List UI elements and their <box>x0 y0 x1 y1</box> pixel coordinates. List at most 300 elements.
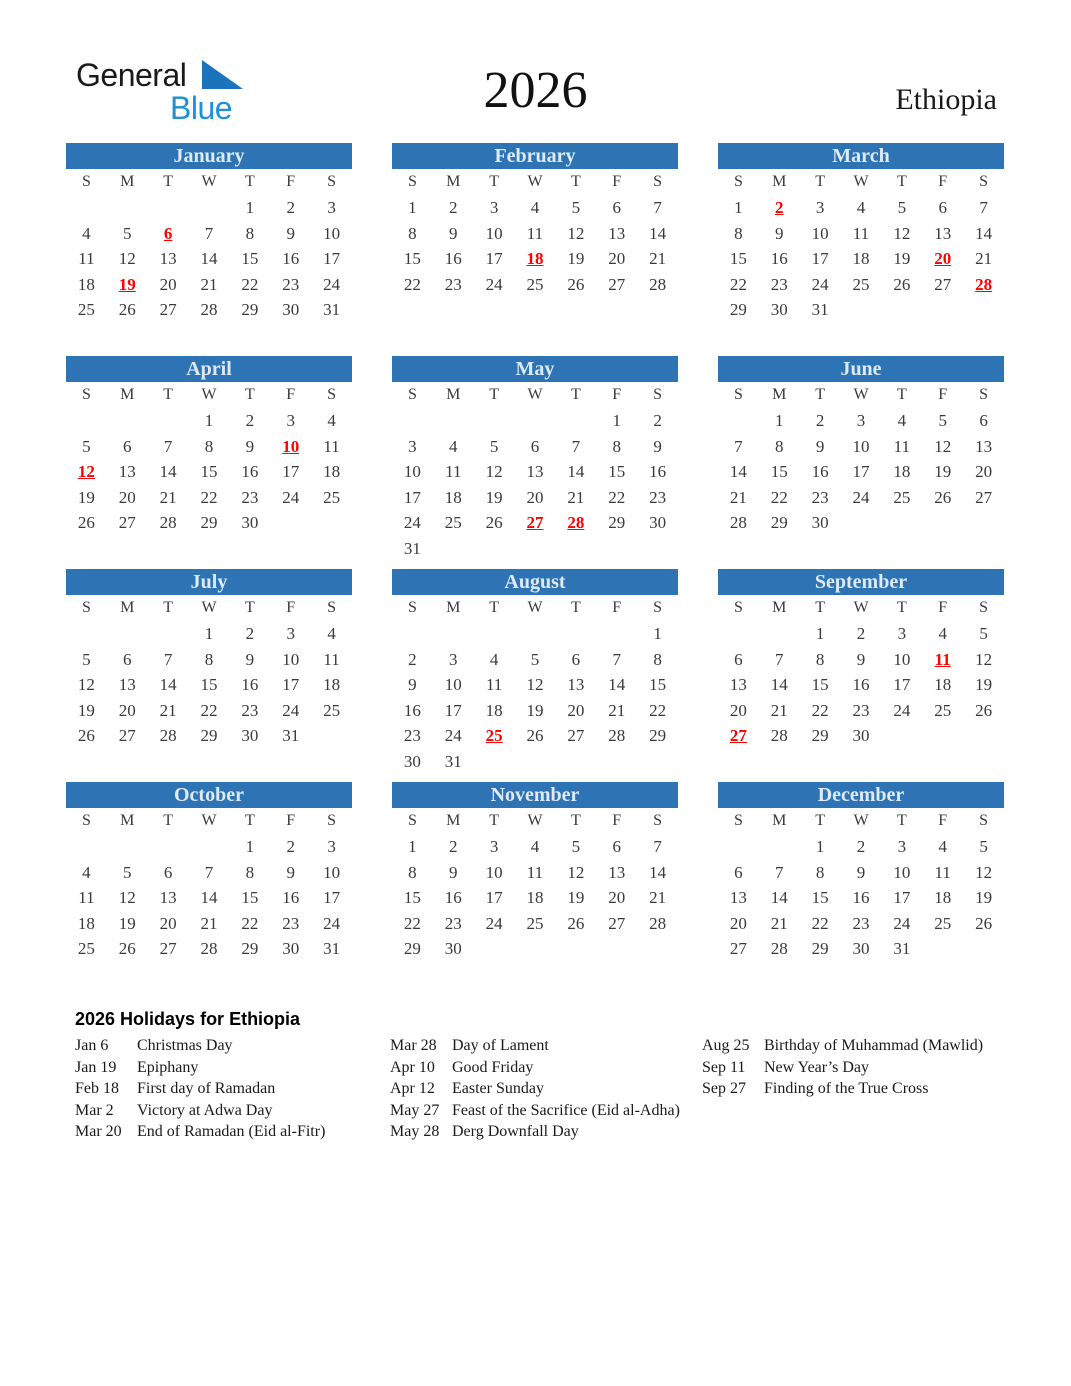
empty-date-cell <box>148 962 189 988</box>
date-cell: 17 <box>323 249 341 268</box>
date-cell: 26 <box>485 513 503 532</box>
date-cell: 2 <box>245 624 255 643</box>
week-row <box>66 749 352 775</box>
date-cell: 8 <box>815 649 825 669</box>
date-cell: 16 <box>282 249 300 268</box>
empty-date-cell <box>841 297 882 323</box>
holiday-column-2 <box>390 1035 702 1143</box>
empty-date-cell <box>718 536 759 562</box>
empty-date-cell <box>800 962 841 988</box>
empty-date-cell <box>759 834 800 860</box>
holiday-entry <box>390 1121 702 1143</box>
date-cell: 5 <box>571 198 581 217</box>
date-cell: 19 <box>975 675 993 694</box>
week-row <box>66 621 352 647</box>
holiday-date-cell: 2 <box>775 198 784 217</box>
date-cell: 18 <box>934 675 952 694</box>
holiday-date-cell: 18 <box>526 249 544 268</box>
date-cell: 21 <box>159 700 177 720</box>
weekday-label: W <box>201 173 217 190</box>
date-cell: 24 <box>444 726 462 745</box>
date-cell: 29 <box>608 513 626 532</box>
date-cell: 3 <box>449 649 458 669</box>
empty-date-cell <box>229 536 270 562</box>
week-row <box>66 536 352 562</box>
date-cell: 6 <box>530 436 540 456</box>
empty-date-cell <box>433 536 474 562</box>
holiday-column-3 <box>702 1035 1005 1100</box>
date-cell: 30 <box>444 939 462 958</box>
date-cell: 10 <box>403 462 421 481</box>
empty-date-cell <box>515 936 556 962</box>
date-cell: 3 <box>286 411 295 430</box>
week-row <box>66 246 352 272</box>
date-cell: 25 <box>77 300 95 319</box>
date-cell: 26 <box>567 913 585 933</box>
date-cell: 2 <box>449 837 458 856</box>
holiday-name-label: Victory at Adwa Day <box>137 1101 273 1119</box>
date-cell: 26 <box>526 726 544 745</box>
weekday-label: S <box>81 812 91 829</box>
date-cell: 22 <box>200 487 218 507</box>
empty-date-cell <box>474 536 515 562</box>
date-cell: 1 <box>734 198 743 217</box>
date-cell: 18 <box>526 888 544 907</box>
date-cell: 1 <box>408 837 417 856</box>
weekday-label: F <box>938 386 948 403</box>
date-cell: 15 <box>200 462 218 481</box>
holiday-date-label: Feb 18 <box>75 1080 119 1097</box>
holiday-date-cell: 20 <box>934 249 952 268</box>
weekday-label: T <box>244 386 255 403</box>
empty-date-cell <box>474 297 515 323</box>
date-cell: 9 <box>245 436 255 456</box>
date-cell: 20 <box>526 487 544 507</box>
empty-date-cell <box>148 323 189 349</box>
empty-date-cell <box>311 536 352 562</box>
date-cell: 25 <box>526 913 544 933</box>
empty-date-cell <box>637 297 678 323</box>
week-row <box>718 510 1004 536</box>
empty-date-cell <box>922 510 963 536</box>
weekday-header-row <box>392 595 678 621</box>
date-cell: 26 <box>567 274 585 294</box>
date-cell: 17 <box>485 249 503 268</box>
date-cell: 13 <box>118 462 136 481</box>
date-cell: 10 <box>852 436 870 456</box>
date-cell: 31 <box>323 300 341 319</box>
date-cell: 4 <box>856 198 866 217</box>
empty-date-cell <box>596 936 637 962</box>
date-cell: 22 <box>811 700 829 720</box>
week-row <box>718 834 1004 860</box>
empty-date-cell <box>189 962 230 988</box>
date-cell: 27 <box>934 274 952 294</box>
weekday-label: M <box>120 173 135 190</box>
holiday-name-label: Epiphany <box>137 1058 199 1076</box>
date-cell: 15 <box>811 675 829 694</box>
week-row <box>392 647 678 673</box>
month-august <box>392 569 678 774</box>
date-cell: 8 <box>245 223 255 243</box>
date-cell: 13 <box>729 675 747 694</box>
date-cell: 2 <box>408 649 417 669</box>
empty-date-cell <box>433 323 474 349</box>
empty-date-cell <box>229 962 270 988</box>
empty-date-cell <box>107 834 148 860</box>
week-row <box>66 885 352 911</box>
empty-date-cell <box>596 749 637 775</box>
date-cell: 10 <box>323 223 341 243</box>
empty-date-cell <box>596 297 637 323</box>
week-row <box>718 962 1004 988</box>
empty-date-cell <box>311 723 352 749</box>
date-cell: 22 <box>200 700 218 720</box>
date-cell: 30 <box>770 300 788 319</box>
week-row <box>718 672 1004 698</box>
weekday-label: W <box>853 599 869 616</box>
date-cell: 21 <box>200 274 218 294</box>
week-row <box>392 485 678 511</box>
week-row <box>718 408 1004 434</box>
empty-date-cell <box>555 536 596 562</box>
date-cell: 6 <box>123 649 132 669</box>
date-cell: 14 <box>159 675 177 694</box>
week-row <box>718 246 1004 272</box>
week-row <box>392 672 678 698</box>
date-cell: 14 <box>975 223 993 243</box>
date-cell: 23 <box>282 274 300 294</box>
date-cell: 9 <box>408 675 417 694</box>
weekday-label: S <box>653 386 663 403</box>
empty-date-cell <box>922 749 963 775</box>
empty-date-cell <box>392 962 433 988</box>
weekday-label: M <box>120 812 135 829</box>
date-cell: 28 <box>649 913 667 933</box>
date-cell: 3 <box>897 624 907 643</box>
holiday-date-label: Apr 10 <box>390 1058 435 1076</box>
date-cell: 13 <box>934 223 952 243</box>
date-cell: 18 <box>77 274 95 294</box>
weekday-label: S <box>979 599 989 616</box>
month-february <box>392 143 678 348</box>
date-cell: 13 <box>159 249 177 268</box>
date-cell: 9 <box>449 223 458 243</box>
date-cell: 6 <box>612 198 621 217</box>
date-cell: 4 <box>938 837 947 856</box>
date-cell: 23 <box>444 274 462 294</box>
date-cell: 8 <box>775 436 784 456</box>
date-cell: 7 <box>204 862 214 882</box>
weekday-label: M <box>772 173 787 190</box>
date-cell: 15 <box>241 249 259 268</box>
empty-date-cell <box>881 510 922 536</box>
week-row <box>718 323 1004 349</box>
date-cell: 11 <box>323 649 340 669</box>
empty-date-cell <box>800 323 841 349</box>
date-cell: 3 <box>815 198 825 217</box>
date-cell: 2 <box>286 837 295 856</box>
date-cell: 17 <box>893 675 911 694</box>
date-cell: 29 <box>729 300 747 319</box>
weekday-label: S <box>979 386 989 403</box>
empty-date-cell <box>107 536 148 562</box>
weekday-label: S <box>407 599 417 616</box>
empty-date-cell <box>148 536 189 562</box>
empty-date-cell <box>555 749 596 775</box>
weekday-label: T <box>163 386 174 403</box>
weekday-label: T <box>896 599 907 616</box>
empty-date-cell <box>189 323 230 349</box>
week-row <box>66 962 352 988</box>
weekday-header-row <box>392 382 678 408</box>
empty-date-cell <box>881 749 922 775</box>
empty-date-cell <box>963 749 1004 775</box>
week-row <box>66 510 352 536</box>
holiday-date-label: Mar 2 <box>75 1101 114 1119</box>
date-cell: 6 <box>979 411 988 430</box>
empty-date-cell <box>963 323 1004 349</box>
week-row <box>392 885 678 911</box>
date-cell: 16 <box>403 700 421 720</box>
date-cell: 29 <box>811 939 829 958</box>
date-cell: 13 <box>729 888 747 907</box>
date-cell: 23 <box>282 913 300 933</box>
date-cell: 1 <box>815 837 825 856</box>
date-cell: 30 <box>241 726 259 745</box>
date-cell: 30 <box>811 513 829 532</box>
date-cell: 21 <box>649 888 667 907</box>
month-title: May <box>392 356 678 382</box>
empty-date-cell <box>637 749 678 775</box>
date-cell: 11 <box>445 462 462 481</box>
date-cell: 1 <box>815 624 825 643</box>
empty-date-cell <box>881 536 922 562</box>
date-cell: 4 <box>327 411 336 430</box>
date-cell: 26 <box>77 513 95 532</box>
date-cell: 10 <box>444 675 462 694</box>
date-cell: 17 <box>852 462 870 481</box>
empty-date-cell <box>596 323 637 349</box>
date-cell: 29 <box>649 726 667 745</box>
date-cell: 1 <box>653 624 662 643</box>
date-cell: 11 <box>78 249 95 268</box>
date-cell: 7 <box>653 837 662 856</box>
weekday-label: T <box>489 599 500 616</box>
date-cell: 12 <box>567 862 585 882</box>
date-cell: 16 <box>649 462 667 481</box>
date-cell: 11 <box>323 436 340 456</box>
date-cell: 12 <box>975 649 993 669</box>
week-row <box>392 434 678 460</box>
date-cell: 23 <box>403 726 421 745</box>
weekday-label: W <box>527 386 543 403</box>
empty-date-cell <box>718 408 759 434</box>
holiday-date-cell: 27 <box>526 513 544 532</box>
weekday-header-row <box>66 382 352 408</box>
date-cell: 1 <box>612 411 621 430</box>
date-cell: 4 <box>449 436 458 456</box>
date-cell: 14 <box>200 249 218 268</box>
empty-date-cell <box>107 195 148 221</box>
empty-date-cell <box>841 323 882 349</box>
date-cell: 5 <box>123 862 132 882</box>
date-cell: 17 <box>282 675 300 694</box>
date-cell: 5 <box>82 649 91 669</box>
date-cell: 24 <box>323 274 341 294</box>
empty-date-cell <box>474 323 515 349</box>
weekday-label: T <box>163 173 174 190</box>
holiday-entry <box>390 1035 702 1057</box>
month-title: July <box>66 569 352 595</box>
weekday-label: W <box>201 599 217 616</box>
date-cell: 7 <box>163 649 173 669</box>
empty-date-cell <box>922 962 963 988</box>
empty-date-cell <box>392 323 433 349</box>
week-row <box>66 485 352 511</box>
date-cell: 6 <box>612 837 621 856</box>
date-cell: 16 <box>444 249 462 268</box>
weekday-label: S <box>653 812 663 829</box>
date-cell: 12 <box>485 462 503 481</box>
date-cell: 19 <box>893 249 911 268</box>
date-cell: 22 <box>608 487 626 507</box>
weekday-label: T <box>815 599 826 616</box>
date-cell: 12 <box>526 675 544 694</box>
empty-date-cell <box>515 323 556 349</box>
date-cell: 4 <box>938 624 947 643</box>
date-cell: 14 <box>159 462 177 481</box>
date-cell: 7 <box>734 436 743 456</box>
date-cell: 25 <box>323 487 341 507</box>
date-cell: 3 <box>286 624 295 643</box>
week-row <box>392 195 678 221</box>
date-cell: 8 <box>204 436 214 456</box>
weekday-header-row <box>392 169 678 195</box>
date-cell: 9 <box>653 436 662 456</box>
date-cell: 11 <box>852 223 870 243</box>
week-row <box>66 911 352 937</box>
date-cell: 29 <box>241 939 259 958</box>
weekday-label: S <box>81 173 91 190</box>
empty-date-cell <box>107 621 148 647</box>
weekday-label: W <box>201 812 217 829</box>
date-cell: 6 <box>123 436 132 456</box>
date-cell: 18 <box>485 700 503 720</box>
date-cell: 12 <box>934 436 952 456</box>
empty-date-cell <box>759 962 800 988</box>
week-row <box>66 723 352 749</box>
date-cell: 16 <box>852 888 870 907</box>
date-cell: 19 <box>485 487 503 507</box>
date-cell: 6 <box>734 649 743 669</box>
weekday-label: S <box>733 173 743 190</box>
date-cell: 24 <box>811 274 829 294</box>
empty-date-cell <box>922 723 963 749</box>
empty-date-cell <box>515 408 556 434</box>
month-title: June <box>718 356 1004 382</box>
empty-date-cell <box>922 297 963 323</box>
holidays-title: 2026 Holidays for Ethiopia <box>75 1009 301 1029</box>
date-cell: 30 <box>649 513 667 532</box>
date-cell: 8 <box>408 862 417 882</box>
date-cell: 20 <box>118 700 136 720</box>
date-cell: 3 <box>856 411 866 430</box>
holiday-name-label: First day of Ramadan <box>137 1080 276 1097</box>
date-cell: 28 <box>770 726 788 745</box>
date-cell: 25 <box>77 939 95 958</box>
holiday-entry <box>702 1057 1005 1079</box>
weekday-label: S <box>407 386 417 403</box>
date-cell: 3 <box>408 436 417 456</box>
weekday-label: S <box>733 386 743 403</box>
empty-date-cell <box>759 621 800 647</box>
date-cell: 25 <box>323 700 341 720</box>
date-cell: 12 <box>77 675 95 694</box>
holiday-entry <box>75 1078 390 1100</box>
date-cell: 24 <box>893 700 911 720</box>
date-cell: 20 <box>975 462 993 481</box>
date-cell: 6 <box>571 649 581 669</box>
date-cell: 26 <box>118 939 136 958</box>
date-cell: 25 <box>852 274 870 294</box>
week-row <box>66 936 352 962</box>
weekday-label: S <box>733 812 743 829</box>
week-row <box>392 860 678 886</box>
date-cell: 21 <box>608 700 626 720</box>
date-cell: 15 <box>770 462 788 481</box>
week-row <box>392 536 678 562</box>
holiday-name-label: New Year’s Day <box>764 1058 870 1076</box>
month-may <box>392 356 678 561</box>
date-cell: 6 <box>734 862 743 882</box>
date-cell: 27 <box>729 939 747 958</box>
date-cell: 2 <box>856 624 866 643</box>
month-january <box>66 143 352 348</box>
week-row <box>718 195 1004 221</box>
date-cell: 20 <box>567 700 585 720</box>
weekday-label: S <box>653 173 663 190</box>
date-cell: 31 <box>444 751 462 771</box>
empty-date-cell <box>718 834 759 860</box>
empty-date-cell <box>66 749 107 775</box>
empty-date-cell <box>433 408 474 434</box>
weekday-label: W <box>853 386 869 403</box>
date-cell: 22 <box>241 913 259 933</box>
empty-date-cell <box>841 749 882 775</box>
empty-date-cell <box>311 510 352 536</box>
week-row <box>718 911 1004 937</box>
date-cell: 15 <box>200 675 218 694</box>
date-cell: 17 <box>444 700 462 720</box>
date-cell: 3 <box>489 837 499 856</box>
date-cell: 20 <box>608 249 626 268</box>
empty-date-cell <box>433 962 474 988</box>
holiday-name-label: Easter Sunday <box>452 1080 544 1097</box>
date-cell: 2 <box>245 411 255 430</box>
date-cell: 19 <box>77 487 95 507</box>
week-row <box>66 860 352 886</box>
empty-date-cell <box>311 962 352 988</box>
date-cell: 4 <box>897 411 907 430</box>
date-cell: 7 <box>571 436 581 456</box>
date-cell: 28 <box>200 939 218 958</box>
date-cell: 10 <box>323 862 341 882</box>
empty-date-cell <box>637 936 678 962</box>
weekday-label: M <box>120 386 135 403</box>
holiday-date-label: Jan 6 <box>75 1037 109 1054</box>
empty-date-cell <box>515 297 556 323</box>
